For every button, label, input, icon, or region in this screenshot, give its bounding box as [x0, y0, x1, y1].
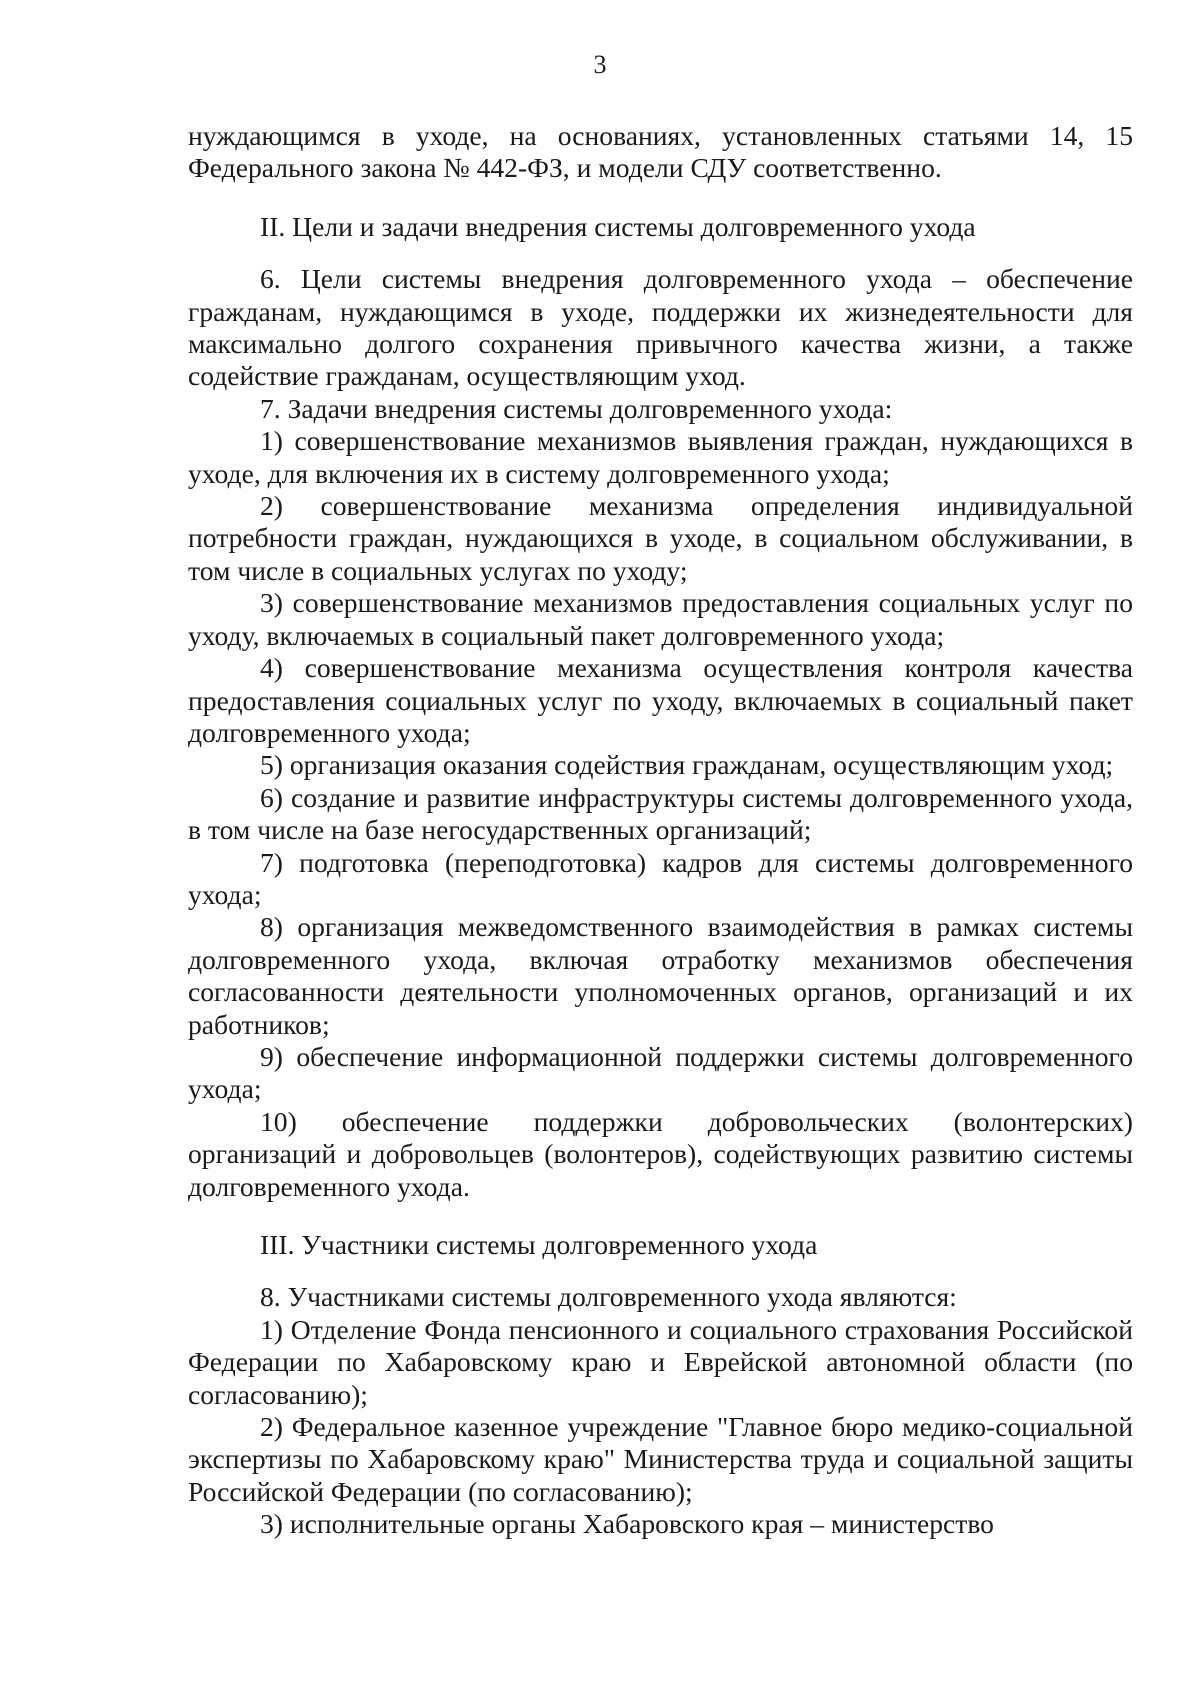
- intro-continuation-paragraph: нуждающимся в уходе, на основаниях, установленных статьями 14, 15 Федерального закона № 442-ФЗ, и модели СДУ соответственно.: [188, 120, 1133, 184]
- task-item-1: 1) совершенствование механизмов выявления граждан, нуждающихся в уходе, для включения их в систему долговременного ухода;: [188, 425, 1133, 489]
- task-item-6: 6) создание и развитие инфраструктуры системы долговременного ухода, в том числе на базе негосударственных организаций;: [188, 781, 1133, 846]
- task-item-10: 10) обеспечение поддержки добровольческих (волонтерских) организаций и добровольцев (волонтеров), содействующих развитию системы долговременного ухода.: [188, 1105, 1133, 1202]
- participant-item-2: 2) Федеральное казенное учреждение "Главное бюро медико-социальной экспертизы по Хабаровскому краю" Министерства труда и социальной защиты Российской Федерации (по согласованию);: [188, 1411, 1133, 1507]
- page-number: 3: [593, 50, 607, 79]
- task-item-3: 3) совершенствование механизмов предоставления социальных услуг по уходу, включаемых в социальный пакет долговременного ухода;: [188, 587, 1133, 651]
- task-item-9: 9) обеспечение информационной поддержки системы долговременного ухода;: [188, 1040, 1133, 1105]
- document-body: [188, 120, 1133, 1541]
- task-item-5: 5) организация оказания содействия гражданам, осуществляющим уход;: [260, 749, 1114, 781]
- participant-item-3: 3) исполнительные органы Хабаровского края – министерство: [260, 1508, 994, 1540]
- section-3-body: [188, 1281, 1133, 1540]
- paragraph-6-goals: 6. Цели системы внедрения долговременного ухода – обеспечение гражданам, нуждающимся в уходе, поддержки их жизнедеятельности для максимально долгого сохранения привычного качества жизни, а также содействие гражданам, осуществляющим уход.: [188, 263, 1133, 392]
- task-item-4: 4) совершенствование механизма осуществления контроля качества предоставления социальных услуг по уходу, включаемых в социальный пакет долговременного ухода;: [188, 652, 1133, 748]
- section-2-body: [188, 263, 1133, 1203]
- task-item-7: 7) подготовка (переподготовка) кадров для системы долговременного ухода;: [188, 846, 1133, 910]
- section-3-heading: III. Участники системы долговременного ухода: [260, 1229, 818, 1260]
- paragraph-7-tasks: 7. Задачи внедрения системы долговременного ухода:: [260, 392, 893, 424]
- section-2-heading: II. Цели и задачи внедрения системы долговременного ухода: [260, 210, 976, 242]
- participant-item-1: 1) Отделение Фонда пенсионного и социального страхования Российской Федерации по Хабаровскому краю и Еврейской автономной области (по согласованию);: [188, 1313, 1133, 1410]
- task-item-8: 8) организация межведомственного взаимодействия в рамках системы долговременного ухода, включая отработку механизмов обеспечения согласованности деятельности уполномоченных органов, организаций и их работников;: [188, 911, 1133, 1040]
- task-item-2: 2) совершенствование механизма определения индивидуальной потребности граждан, нуждающихся в уходе, в социальном обслуживании, в том числе в социальных услугах по уходу;: [188, 490, 1133, 586]
- paragraph-8-participants: 8. Участниками системы долговременного ухода являются:: [260, 1281, 957, 1313]
